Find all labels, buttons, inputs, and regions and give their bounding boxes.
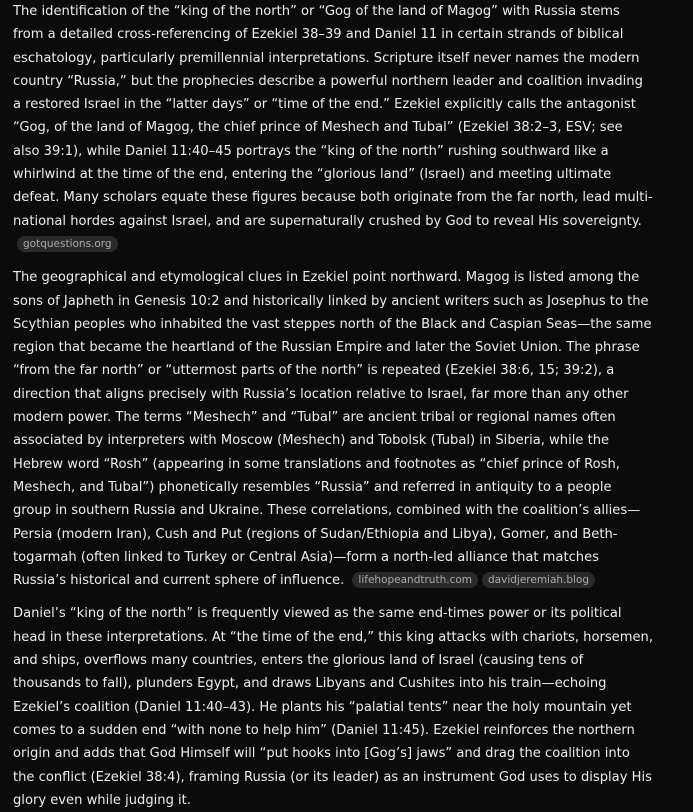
response-body [13, 0, 653, 812]
source-chip-gotquestions[interactable]: gotquestions.org [17, 236, 118, 252]
citation-group-1 [13, 237, 118, 252]
citation-group-2 [348, 573, 595, 588]
paragraph-2 [13, 266, 653, 592]
source-chip-lifehopeandtruth[interactable]: lifehopeandtruth.com [352, 572, 478, 588]
source-chip-davidjeremiah[interactable]: davidjeremiah.blog [482, 572, 595, 588]
paragraph-3-text: Daniel’s “king of the north” is frequently viewed as the same end-times power or its political head in these interpretations. At “the time of the end,” this king attacks with chariots, horsemen, and ships, overflows many countries, enters the glorious land of Israel (causing tens of thousands to fall), plunders Egypt, and draws Libyans and Cushites into his train—echoing Ezekiel’s coalition (Daniel 11:40–43). He plants his “palatial tents” near the holy mountain yet comes to a sudden end “with none to help him” (Daniel 11:45). Ezekiel reinforces the northern origin and adds that God Himself will “put hooks into [Gog’s] jaws” and drag the coalition into the conflict (Ezekiel 38:4), framing Russia (or its leader) as an instrument God uses to display His glory even while judging it. [13, 606, 653, 808]
paragraph-1-text: The identification of the “king of the north” or “Gog of the land of Magog” with Russia stems from a detailed cross-referencing of Ezekiel 38–39 and Daniel 11 in certain strands of biblical eschatology, particularly premillennial interpretations. Scripture itself never names the modern country “Russia,” but the prophecies describe a powerful northern leader and coalition invading a restored Israel in the “latter days” or “time of the end.” Ezekiel explicitly calls the antagonist “Gog, of the land of Magog, the chief prince of Meshech and Tubal” (Ezekiel 38:2–3, ESV; see also 39:1), while Daniel 11:40–45 portrays the “king of the north” rushing southward like a whirlwind at the time of the end, entering the “glorious land” (Israel) and meeting ultimate defeat. Many scholars equate these figures because both originate from the far north, lead multi-national hordes against Israel, and are supernaturally crushed by God to reveal His sovereignty. [13, 4, 653, 229]
paragraph-1 [13, 0, 653, 256]
paragraph-2-text: The geographical and etymological clues in Ezekiel point northward. Magog is listed among the sons of Japheth in Genesis 10:2 and historically linked by ancient writers such as Josephus to the Scythian peoples who inhabited the vast steppes north of the Black and Caspian Seas—the same region that became the heartland of the Russian Empire and later the Soviet Union. The phrase “from the far north” or “uttermost parts of the north” is repeated (Ezekiel 38:6, 15; 39:2), a direction that aligns precisely with Russia’s location relative to Israel, far more than any other modern power. The terms “Meshech” and “Tubal” are ancient tribal or regional names often associated by interpreters with Moscow (Meshech) and Tobolsk (Tubal) in Siberia, while the Hebrew word “Rosh” (appearing in some translations and footnotes as “chief prince of Rosh, Meshech, and Tubal”) phonetically resembles “Russia” and referred in antiquity to a people group in southern Russia and Ukraine. These correlations, combined with the coalition’s allies—Persia (modern Iran), Cush and Put (regions of Sudan/Ethiopia and Libya), Gomer, and Beth-togarmah (often linked to Turkey or Central Asia)—form a north-led alliance that matches Russia’s historical and current sphere of influence. [13, 270, 652, 589]
paragraph-3 [13, 602, 653, 812]
